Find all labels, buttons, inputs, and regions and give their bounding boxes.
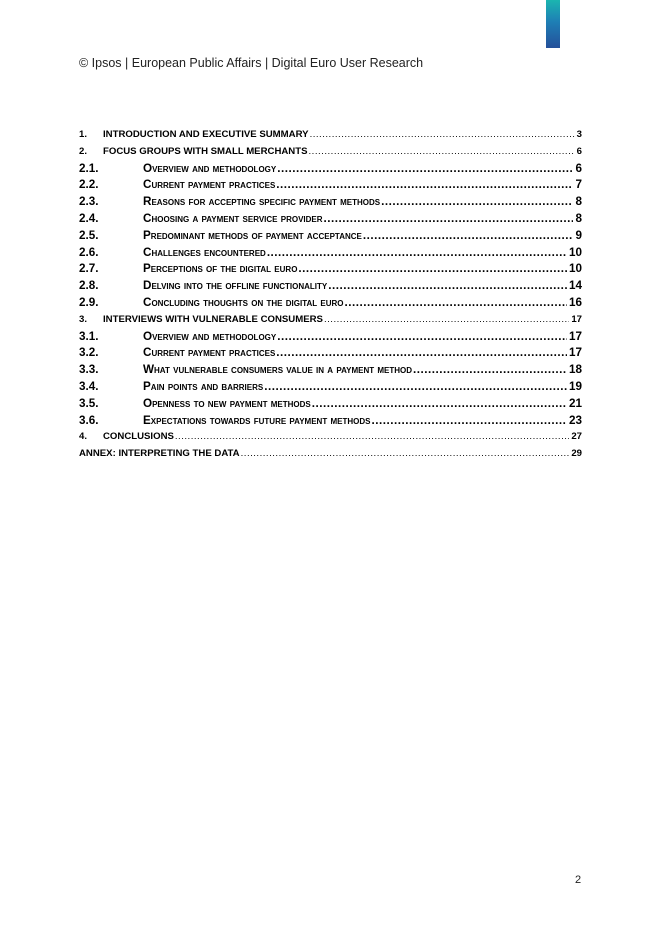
toc-entry-title: Challenges encountered — [143, 245, 266, 259]
toc-dot-leader — [310, 127, 575, 144]
toc-entry-number: 3.1. — [79, 329, 99, 343]
toc-entry[interactable] — [79, 312, 582, 329]
toc-dot-leader — [324, 211, 574, 228]
toc-entry-title: Current payment practices — [143, 178, 276, 192]
toc-dot-leader — [276, 345, 567, 362]
toc-entry-page: 3 — [576, 129, 582, 140]
toc-entry-title: What vulnerable consumers value in a payment method — [143, 363, 413, 377]
toc-entry-page: 6 — [576, 145, 582, 157]
toc-entry[interactable] — [79, 396, 582, 413]
toc-entry-number: 4. — [79, 431, 88, 443]
toc-entry[interactable] — [79, 429, 582, 446]
toc-entry-title: Reasons for accepting specific payment methods — [143, 195, 381, 209]
toc-entry[interactable] — [79, 261, 582, 278]
toc-entry-page: 8 — [575, 211, 582, 225]
toc-entry-number: 2.9. — [79, 295, 99, 309]
toc-entry-title: FOCUS GROUPS WITH SMALL MERCHANTS — [103, 145, 308, 157]
toc-dot-leader — [413, 362, 567, 379]
toc-entry-title: Current payment practices — [143, 346, 276, 360]
toc-entry-number: 3.3. — [79, 363, 99, 377]
toc-entry-page: 7 — [575, 178, 582, 192]
toc-entry[interactable] — [79, 379, 582, 396]
toc-entry[interactable] — [79, 228, 582, 245]
toc-entry-page: 16 — [568, 295, 582, 309]
toc-entry-title: Concluding thoughts on the digital euro — [143, 295, 344, 309]
toc-entry-number: 2.2. — [79, 178, 99, 192]
toc-entry-title: Overview and methodology — [143, 161, 277, 175]
toc-dot-leader — [328, 278, 567, 295]
toc-entry[interactable] — [79, 413, 582, 430]
toc-dot-leader — [345, 295, 567, 312]
toc-entry-number: 2.1. — [79, 161, 99, 175]
toc-entry[interactable] — [79, 295, 582, 312]
toc-dot-leader — [175, 429, 569, 446]
toc-entry-title: Overview and methodology — [143, 329, 277, 343]
toc-entry[interactable] — [79, 161, 582, 178]
toc-entry-page: 19 — [568, 379, 582, 393]
toc-entry[interactable] — [79, 446, 582, 463]
toc-entry-title: Expectations towards future payment methods — [143, 413, 371, 427]
toc-entry-number: 2.4. — [79, 211, 99, 225]
toc-dot-leader — [381, 194, 573, 211]
toc-entry-page: 8 — [575, 195, 582, 209]
toc-entry-title: Delving into the offline functionality — [143, 279, 328, 293]
toc-entry[interactable] — [79, 362, 582, 379]
toc-entry-page: 10 — [568, 245, 582, 259]
toc-entry-title: ANNEX: INTERPRETING THE DATA — [79, 448, 240, 460]
toc-dot-leader — [267, 245, 567, 262]
toc-dot-leader — [298, 261, 567, 278]
toc-entry-number: 2.5. — [79, 228, 99, 242]
toc-entry-page: 27 — [571, 431, 582, 443]
toc-entry[interactable] — [79, 144, 582, 161]
toc-entry-title: Pain points and barriers — [143, 379, 264, 393]
toc-entry[interactable] — [79, 194, 582, 211]
toc-entry[interactable] — [79, 245, 582, 262]
toc-entry-number: 3. — [79, 313, 88, 325]
toc-dot-leader — [276, 177, 573, 194]
toc-entry[interactable] — [79, 211, 582, 228]
toc-entry-page: 18 — [568, 363, 582, 377]
toc-entry-page: 17 — [568, 329, 582, 343]
toc-dot-leader — [312, 396, 567, 413]
toc-entry-title: INTERVIEWS WITH VULNERABLE CONSUMERS — [103, 313, 323, 325]
toc-entry-number: 2. — [79, 145, 88, 157]
page-number: 2 — [575, 874, 582, 886]
toc-dot-leader — [277, 161, 573, 178]
toc-entry-title: INTRODUCTION AND EXECUTIVE SUMMARY — [103, 129, 309, 140]
toc-entry-number: 3.6. — [79, 413, 99, 427]
toc-entry-page: 10 — [568, 262, 582, 276]
toc-dot-leader — [309, 144, 575, 161]
toc-dot-leader — [241, 446, 570, 463]
toc-entry-number: 2.8. — [79, 279, 99, 293]
toc-entry-number: 2.7. — [79, 262, 99, 276]
toc-entry-page: 29 — [571, 448, 582, 460]
toc-dot-leader — [363, 228, 574, 245]
table-of-contents — [79, 127, 582, 463]
brand-accent-bar — [546, 0, 560, 48]
toc-entry-page: 14 — [568, 279, 582, 293]
toc-entry-title: Choosing a payment service provider — [143, 211, 323, 225]
toc-entry-page: 23 — [568, 413, 582, 427]
toc-dot-leader — [324, 312, 569, 329]
toc-entry-number: 2.3. — [79, 195, 99, 209]
toc-entry-page: 21 — [568, 396, 582, 410]
toc-entry[interactable] — [79, 278, 582, 295]
toc-entry-title: Openness to new payment methods — [143, 396, 311, 410]
toc-entry[interactable] — [79, 127, 582, 144]
toc-entry[interactable] — [79, 345, 582, 362]
toc-entry-page: 17 — [568, 346, 582, 360]
toc-entry-title: CONCLUSIONS — [103, 431, 174, 443]
toc-dot-leader — [264, 379, 567, 396]
document-header: © Ipsos | European Public Affairs | Digital Euro User Research — [79, 56, 424, 70]
toc-entry-number: 3.5. — [79, 396, 99, 410]
toc-entry-number: 3.2. — [79, 346, 99, 360]
toc-entry-number: 1. — [79, 129, 88, 140]
toc-entry-number: 2.6. — [79, 245, 99, 259]
toc-entry-number: 3.4. — [79, 379, 99, 393]
toc-entry[interactable] — [79, 329, 582, 346]
toc-entry-title: Predominant methods of payment acceptance — [143, 228, 362, 242]
toc-entry-page: 6 — [575, 161, 582, 175]
toc-entry-page: 9 — [575, 228, 582, 242]
toc-entry-page: 17 — [571, 313, 582, 325]
toc-entry-title: Perceptions of the digital euro — [143, 262, 298, 276]
toc-entry[interactable] — [79, 177, 582, 194]
toc-dot-leader — [371, 413, 567, 430]
toc-dot-leader — [277, 329, 567, 346]
